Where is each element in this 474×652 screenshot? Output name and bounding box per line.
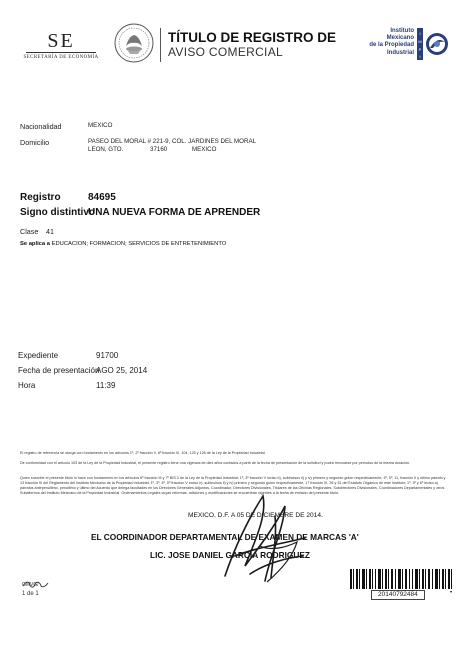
nacionalidad-label: Nacionalidad bbox=[20, 122, 62, 131]
registro-label: Registro bbox=[20, 192, 61, 203]
aplica-value: EDUCACION; FORMACION; SERVICIOS DE ENTRETENIMIENTO bbox=[51, 241, 227, 247]
legal-paragraph-2: De conformidad con el artículo 103 de la Ley de la Propiedad Industrial, el presente registro tiene una vigencia de diez años contados a partir de la fecha de presentación de la solicitud y podrá renovarse por períodos de la misma duración. bbox=[20, 461, 411, 465]
hora-label: Hora bbox=[18, 381, 36, 390]
barcode-mark: • bbox=[450, 590, 453, 596]
barcode-icon bbox=[350, 569, 452, 589]
signer-name: LIC. JOSE DANIEL GARCIA RODRIGUEZ bbox=[150, 550, 310, 560]
expediente-value: 91700 bbox=[96, 351, 119, 360]
header-divider bbox=[160, 28, 161, 62]
legal-paragraph-3: Quien suscribe el presente título lo hace con fundamento en los artículos 6º fracción III y 7º BIS 2 de la Ley de la Propiedad Industrial; 1º, 3º fracción V inciso b), subincisos ii) y iv) primero y segundo guión respectivamente, 4º, 5º, 11, fracción II y último párrafo y 13 fracción III del Reglamento del Instituto Mexicano de la Propiedad Industrial; 1º, 3º, 4º, 5º fracción V inciso b), subincisos ii) y iv) primero y segundo guión respectivamente, 17 fracción III, 26 y 31 del Estatuto Orgánico de este Instituto; 1º, 3º y 6º inciso a) párrafos antepenúltimo, penúltimo y último del Acuerdo que delega facultades en los Directores Generales Adjuntos, Coordinador, Directores Divisionales, Titulares de las Oficinas Regionales, Subdirectores Divisionales, Coordinadores Departamentales y otros Subalternos del Instituto Mexicano de la Propiedad Industrial. Ordenamientos Legales cuyas reformas, adiciones y modificaciones se encuentran vigentes a la fecha de emisión del presente título. bbox=[20, 476, 446, 495]
signo-label: Signo distintivo bbox=[20, 207, 95, 218]
se-logo bbox=[22, 32, 100, 60]
barcode-number: 20140792484 bbox=[371, 590, 425, 600]
mexican-eagle-seal-icon bbox=[113, 22, 155, 64]
registro-number: 84695 bbox=[88, 192, 116, 203]
impi-line-1: Instituto bbox=[390, 28, 414, 34]
svg-text:M: M bbox=[418, 39, 422, 44]
impi-line-4: Industrial bbox=[386, 49, 414, 56]
svg-text:P: P bbox=[418, 47, 422, 52]
domicilio-address: PASEO DEL MORAL # 221-9, COL. JARDINES DEL MORAL bbox=[88, 138, 257, 145]
place-date: MEXICO, D.F. A 05 DE DICIEMBRE DE 2014. bbox=[188, 512, 323, 519]
aplica-label: Se aplica a bbox=[20, 241, 50, 247]
svg-text:I: I bbox=[419, 54, 421, 59]
impi-line-2: Mexicano bbox=[386, 35, 414, 42]
svg-text:I: I bbox=[419, 31, 421, 36]
signo-value: UNA NUEVA FORMA DE APRENDER bbox=[88, 207, 261, 218]
se-logo-subtitle: SECRETARÍA DE ECONOMÍA bbox=[23, 55, 99, 60]
se-logo-text: SE bbox=[47, 30, 75, 52]
nacionalidad-value: MEXICO bbox=[88, 122, 113, 129]
hora-value: 11:39 bbox=[96, 381, 116, 390]
fecha-value: AGO 25, 2014 bbox=[96, 366, 148, 375]
document-subtitle: AVISO COMERCIAL bbox=[168, 45, 283, 59]
domicilio-city: LEON, GTO. bbox=[88, 146, 124, 153]
page-indicator: 1 de 1 bbox=[22, 591, 39, 597]
coordinator-title: EL COORDINADOR DEPARTAMENTAL DE EXAMEN DE MARCAS 'A' bbox=[91, 532, 359, 542]
impi-logo-icon bbox=[417, 26, 449, 62]
domicilio-country: MEXICO bbox=[192, 146, 217, 153]
expediente-label: Expediente bbox=[18, 351, 59, 360]
se-logo-rule bbox=[26, 52, 96, 53]
clase-value: 41 bbox=[46, 227, 54, 236]
handwritten-signature bbox=[215, 486, 315, 590]
impi-line-3: de la Propiedad bbox=[369, 42, 414, 49]
fecha-label: Fecha de presentación bbox=[18, 366, 100, 375]
impi-name bbox=[348, 28, 414, 57]
document-title: TÍTULO DE REGISTRO DE bbox=[168, 30, 337, 45]
domicilio-label: Domicilio bbox=[20, 138, 50, 147]
clase-label: Clase bbox=[20, 227, 39, 236]
aplica-row bbox=[20, 241, 226, 247]
initials: GMVG/ bbox=[22, 582, 39, 588]
domicilio-zip: 37160 bbox=[150, 146, 168, 153]
legal-paragraph-1: El registro de referencia se otorga con fundamento en los artículos 1º, 2º fracción V, 6º fracción III, 104, 125 y 126 de la Ley de la Propiedad Industrial. bbox=[20, 451, 266, 455]
